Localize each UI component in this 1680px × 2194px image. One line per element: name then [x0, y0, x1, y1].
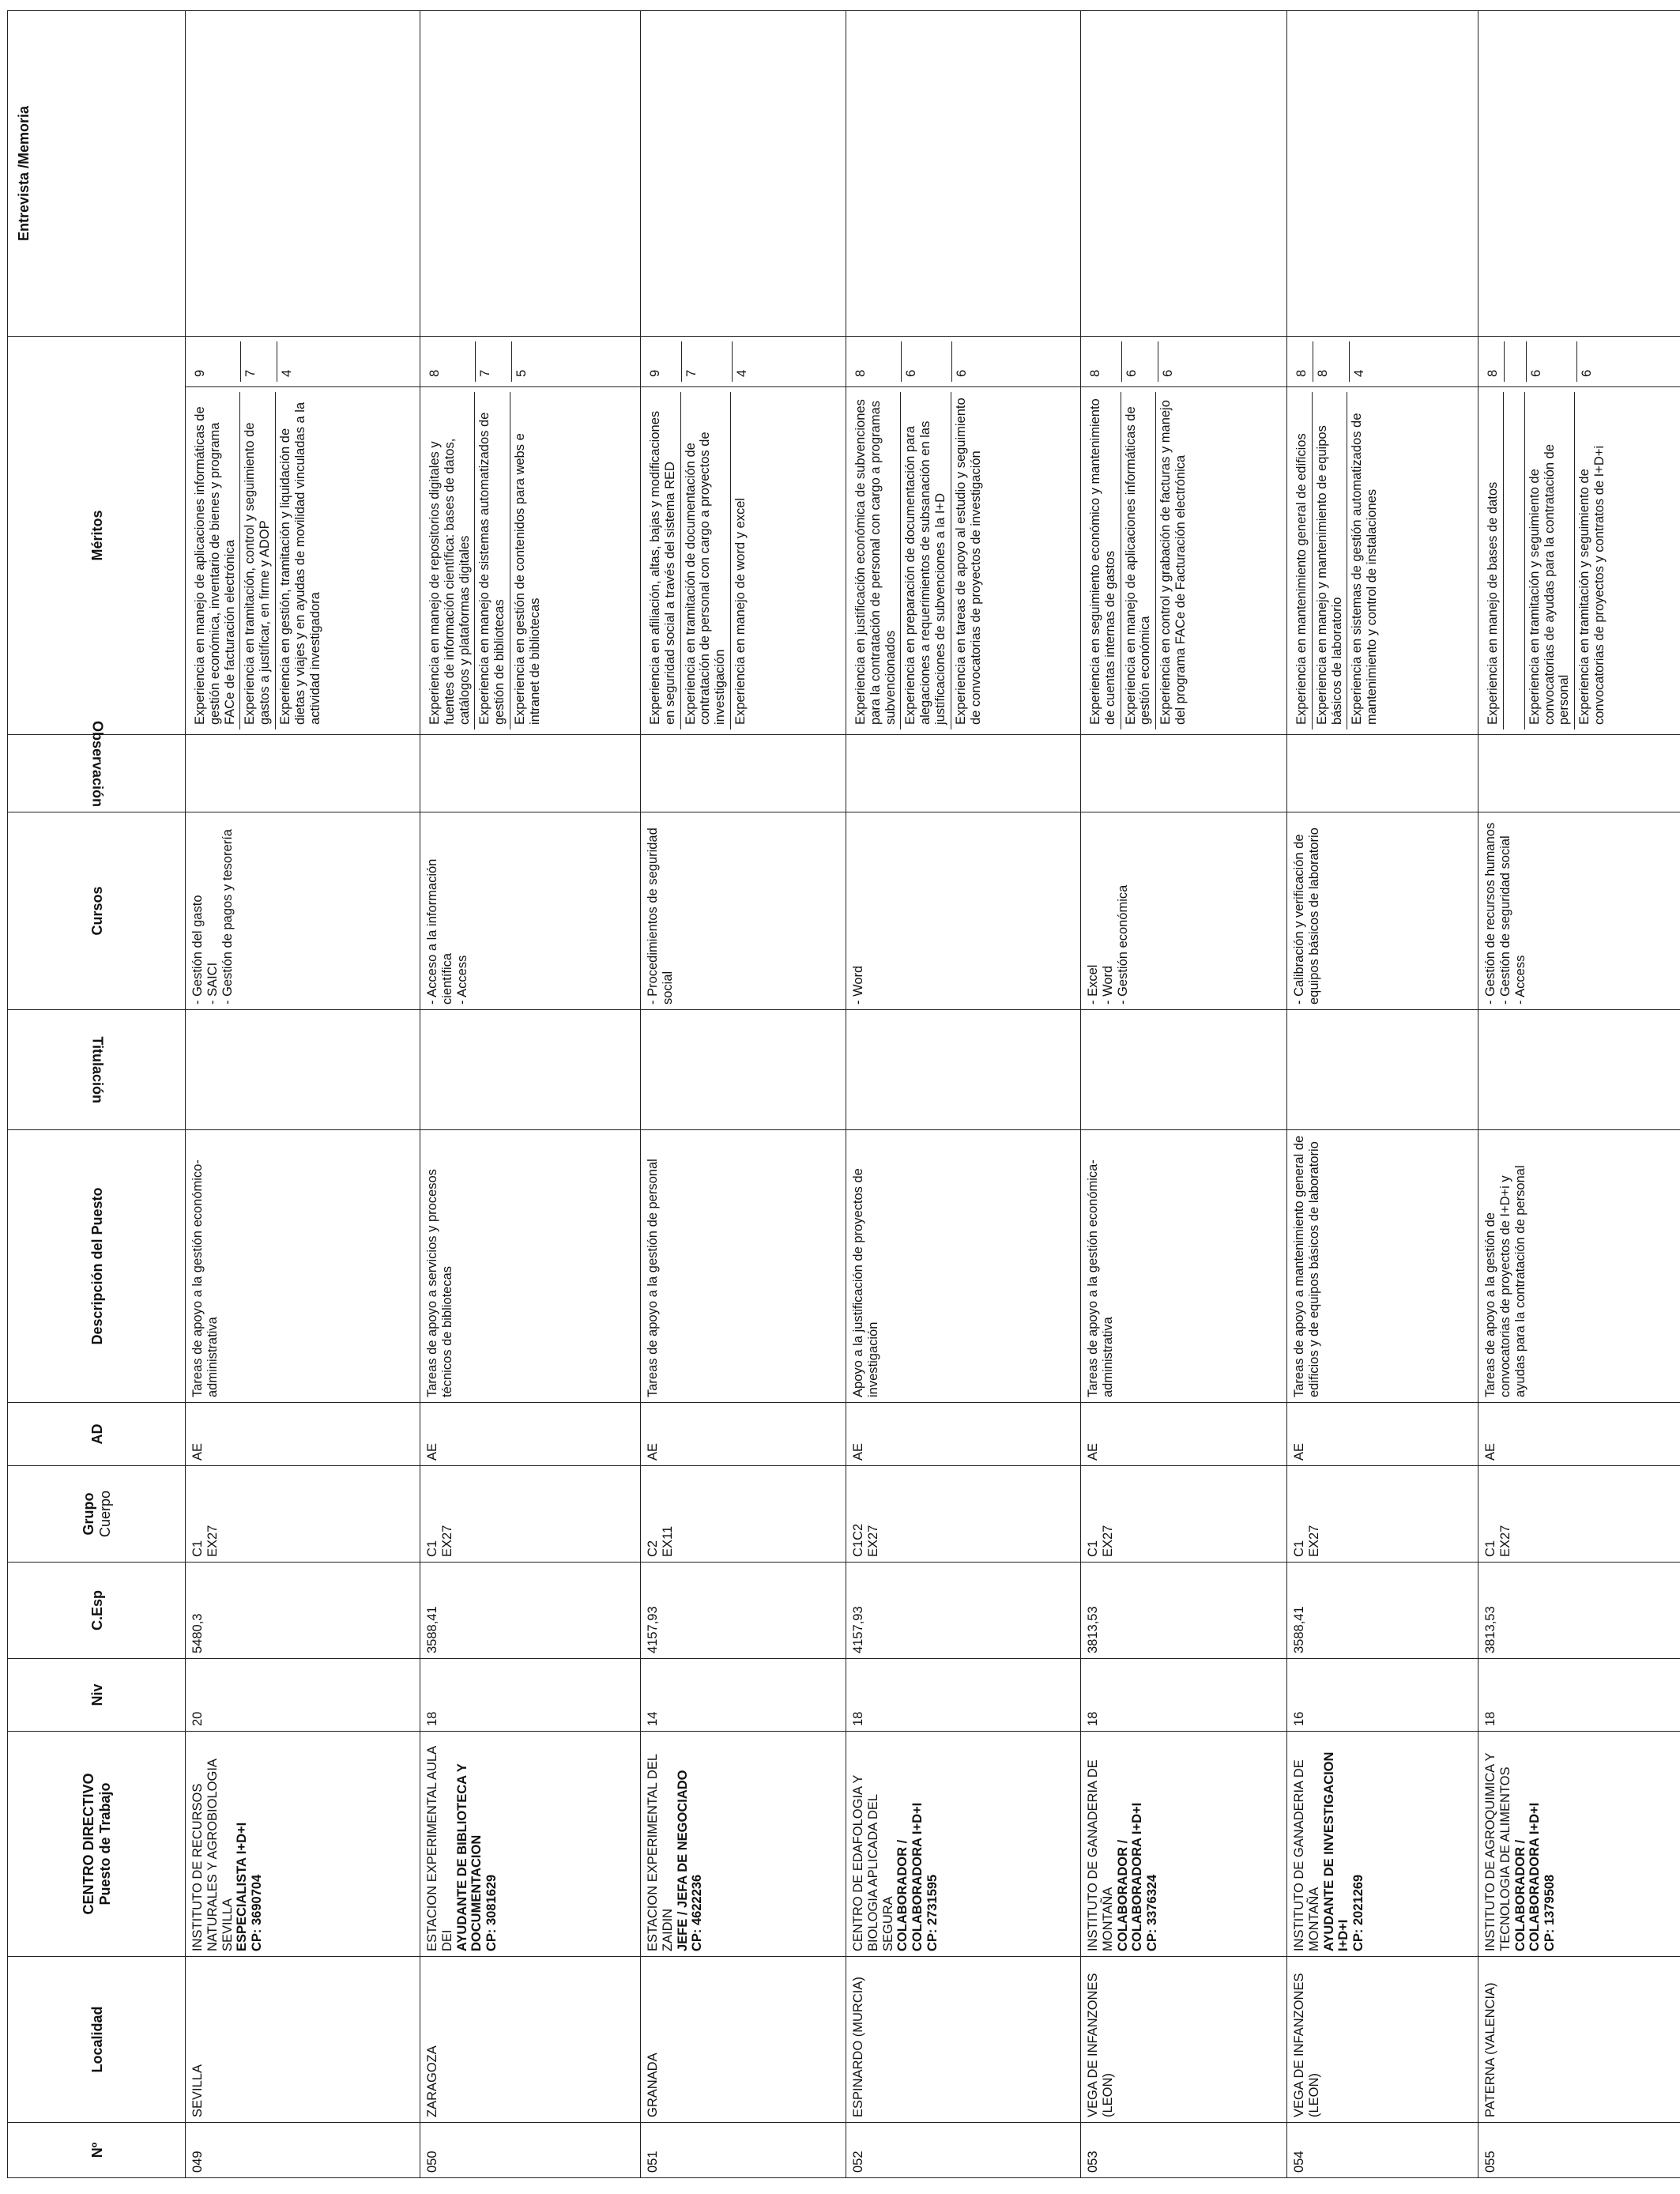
merit-item: Experiencia en sistemas de gestión automatizados de mantenimiento y control de instalaciones — [1350, 413, 1380, 725]
cell-localidad — [641, 1957, 846, 2123]
header-row — [8, 10, 186, 2177]
cell-num — [186, 2123, 420, 2178]
cell-localidad — [1478, 1957, 1680, 2123]
cell-meritos-text — [846, 387, 1081, 735]
cell-grupo — [186, 1466, 420, 1563]
center-name: ESTACION EXPERIMENTAL DEL ZAIDIN — [646, 1754, 675, 1951]
merit-score: 7 — [476, 341, 512, 382]
cell-meritos-text — [1287, 387, 1478, 735]
corps: EX27 — [1100, 1525, 1115, 1557]
job-code: CP: 1379508 — [1543, 1874, 1558, 1951]
merit-score: 6 — [1122, 341, 1158, 382]
job-description: Tareas de apoyo a la gestión de personal — [646, 1159, 660, 1397]
cell-cursos — [641, 812, 846, 1010]
locality: SEVILLA — [190, 2064, 205, 2117]
cell-meritos-text — [420, 387, 641, 735]
corps: EX27 — [865, 1525, 880, 1557]
locality: ZARAGOZA — [425, 2045, 439, 2117]
cell-niv — [1478, 1659, 1680, 1732]
cell-descripcion — [1081, 1130, 1287, 1403]
merit-scores-list — [1292, 341, 1475, 382]
merit-score: 8 — [425, 341, 476, 382]
course-item: - Gestión del gasto — [190, 895, 205, 1005]
job-code: CP: 3376324 — [1145, 1874, 1160, 1951]
cell-observacion — [186, 735, 420, 812]
merit-score: 8 — [1086, 341, 1122, 382]
cell-grupo — [420, 1466, 641, 1563]
row-number: 055 — [1483, 2151, 1497, 2173]
cell-cesp — [1478, 1563, 1680, 1659]
merit-item: Experiencia en tramitación, control y seguimiento de gastos a justificar, en firme y ADOP — [240, 392, 276, 729]
cell-meritos-score — [1081, 336, 1287, 386]
course-item: - Word — [851, 965, 865, 1005]
cell-entrevista — [1081, 10, 1287, 336]
job-code: CP: 4622236 — [690, 1874, 705, 1951]
cell-descripcion — [641, 1130, 846, 1403]
administration: AE — [851, 1442, 865, 1461]
cell-grupo — [1081, 1466, 1287, 1563]
administration: AE — [1086, 1442, 1100, 1461]
course-item: - SAICI — [205, 962, 220, 1005]
cell-centro — [1081, 1732, 1287, 1957]
specific-complement: 4157,93 — [646, 1606, 660, 1653]
merit-score: 4 — [735, 369, 749, 377]
cell-entrevista — [1287, 10, 1478, 336]
cell-cesp — [1081, 1563, 1287, 1659]
merit-score: 8 — [1483, 341, 1505, 382]
puesto-header-label: Puesto de Trabajo — [97, 1782, 113, 1906]
specific-complement: 3588,41 — [1292, 1606, 1306, 1653]
merit-score: 7 — [682, 341, 733, 382]
level: 18 — [425, 1711, 439, 1726]
center-name: ESTACION EXPERIMENTAL AULA DEI — [425, 1746, 454, 1951]
cell-localidad — [846, 1957, 1081, 2123]
group: C1 — [1483, 1540, 1497, 1557]
course-item: - Acceso a la información científica — [425, 858, 454, 1005]
cell-descripcion — [846, 1130, 1081, 1403]
merit-item: Experiencia en preparación de documentación para alegaciones a requerimientos de subsanación en las justificaciones de subvenciones a la I+D — [901, 392, 951, 729]
center-name: INSTITUTO DE GANADERIA DE MONTAÑA — [1086, 1759, 1115, 1951]
merit-scores-list — [851, 341, 1077, 382]
cell-centro — [420, 1732, 641, 1957]
merit-score: 4 — [1352, 369, 1366, 377]
specific-complement: 4157,93 — [851, 1606, 865, 1653]
level: 18 — [1086, 1711, 1100, 1726]
job-description: Tareas de apoyo a la gestión económica-administrativa — [1086, 1159, 1115, 1397]
cell-niv — [846, 1659, 1081, 1732]
group: C2 — [646, 1540, 660, 1557]
cell-cursos — [186, 812, 420, 1010]
merit-item: Experiencia en manejo de aplicaciones informáticas de gestión económica, inventario de bienes y programa FACe de facturación electrónica — [190, 392, 240, 729]
job-description: Tareas de apoyo a la gestión de convocatorias de proyectos de I+D+i y ayudas para la contratación de personal — [1483, 1165, 1527, 1397]
course-item: - Access — [454, 955, 469, 1005]
cell-localidad — [1287, 1957, 1478, 2123]
cell-descripcion — [420, 1130, 641, 1403]
administration: AE — [1483, 1442, 1497, 1461]
job-title: AYUDANTE DE BIBLIOTECA Y DOCUMENTACION — [454, 1763, 484, 1951]
cell-cursos — [420, 812, 641, 1010]
level: 18 — [851, 1711, 865, 1726]
cell-ad — [846, 1403, 1081, 1466]
cell-titulacion — [641, 1010, 846, 1130]
cell-cesp — [641, 1563, 846, 1659]
merit-item: Experiencia en seguimiento económico y mantenimiento de cuentas internas de gastos — [1086, 392, 1121, 729]
cell-cesp — [186, 1563, 420, 1659]
cell-meritos-score — [846, 336, 1081, 386]
job-title: ESPECIALISTA I+D+I — [235, 1822, 250, 1951]
corps: EX27 — [205, 1525, 220, 1557]
merits-list — [1292, 392, 1475, 729]
grupo-header-label: Grupo — [81, 1492, 97, 1536]
merit-item: Experiencia en justificación económica de subvenciones para la contratación de personal con cargo a programas subvencionados — [851, 392, 901, 729]
corps: EX11 — [660, 1525, 675, 1557]
job-title: COLABORADOR / COLABORADORA I+D+I — [895, 1802, 925, 1951]
cell-num — [641, 2123, 846, 2178]
job-description: Tareas de apoyo a servicios y procesos técnicos de bibliotecas — [425, 1169, 454, 1397]
cuerpo-header-label: Cuerpo — [97, 1490, 113, 1538]
group: C1 — [1292, 1540, 1306, 1557]
col-ad-header: AD — [8, 1403, 186, 1466]
merit-item: Experiencia en tramitación y seguimiento de convocatorias de proyectos y contratos de I+D+i — [1577, 445, 1607, 725]
course-item: - Gestión de pagos y tesorería — [220, 829, 235, 1005]
cell-titulacion — [1478, 1010, 1680, 1130]
administration: AE — [646, 1442, 660, 1461]
corps: EX27 — [1306, 1525, 1321, 1557]
specific-complement: 5480,3 — [190, 1613, 205, 1653]
merit-score: 6 — [902, 341, 952, 382]
cell-titulacion — [1287, 1010, 1478, 1130]
col-niv-header: Niv — [8, 1659, 186, 1732]
cell-cursos — [1081, 812, 1287, 1010]
merit-scores-list — [1483, 341, 1680, 382]
locality: PATERNA (VALENCIA) — [1483, 1982, 1497, 2117]
cell-meritos-text — [1478, 387, 1680, 735]
cell-meritos-text — [186, 387, 420, 735]
table-row — [1287, 10, 1478, 2177]
job-title: COLABORADOR / COLABORADORA I+D+I — [1115, 1802, 1145, 1951]
cell-grupo — [641, 1466, 846, 1563]
col-num-header: Nº — [8, 2123, 186, 2178]
center-name: INSTITUTO DE GANADERIA DE MONTAÑA — [1292, 1759, 1321, 1951]
cell-niv — [186, 1659, 420, 1732]
group: C1 — [1086, 1540, 1100, 1557]
merit-score: 8 — [1313, 341, 1350, 382]
administration: AE — [425, 1442, 439, 1461]
row-number: 049 — [190, 2151, 205, 2173]
cell-cursos — [1478, 812, 1680, 1010]
cell-meritos-text — [641, 387, 846, 735]
job-description: Tareas de apoyo a mantenimiento general de edificios y de equipos básicos de laboratorio — [1292, 1135, 1321, 1397]
course-item: - Excel — [1086, 964, 1100, 1005]
col-entrevista-header: Entrevista /Memoria — [8, 10, 186, 336]
cell-niv — [641, 1659, 846, 1732]
cell-grupo — [1287, 1466, 1478, 1563]
merit-score: 8 — [851, 341, 902, 382]
merits-list — [646, 392, 842, 729]
merit-item: Experiencia en tramitación y seguimiento de convocatorias de ayudas para la contratación de personal — [1525, 392, 1575, 729]
level: 20 — [190, 1711, 205, 1726]
table-row — [186, 10, 420, 2177]
cell-num — [1081, 2123, 1287, 2178]
merit-scores-list — [646, 341, 842, 382]
corps: EX27 — [1497, 1525, 1512, 1557]
locality: ESPINARDO (MURCIA) — [851, 1977, 865, 2117]
merit-score: 6 — [1527, 341, 1577, 382]
cell-entrevista — [846, 10, 1081, 336]
level: 16 — [1292, 1711, 1306, 1726]
cell-centro — [186, 1732, 420, 1957]
cell-ad — [641, 1403, 846, 1466]
level: 18 — [1483, 1711, 1497, 1726]
cell-centro — [846, 1732, 1081, 1957]
table-row — [420, 10, 641, 2177]
center-name: INSTITUTO DE RECURSOS NATURALES Y AGROBIOLOGIA SEVILLA — [190, 1759, 235, 1951]
merit-item: Experiencia en manejo de repositorios digitales y fuentes de información científica: bases de datos, catálogos y plataformas digitales — [425, 392, 475, 729]
cell-centro — [1287, 1732, 1478, 1957]
table-row — [641, 10, 846, 2177]
course-item: - Procedimientos de seguridad social — [646, 827, 675, 1005]
cell-ad — [1287, 1403, 1478, 1466]
cell-grupo — [1478, 1466, 1680, 1563]
corps: EX27 — [439, 1525, 454, 1557]
merit-score — [1505, 341, 1527, 382]
merit-item: Experiencia en gestión de contenidos para webs e intranet de bibliotecas — [512, 433, 542, 725]
merit-item: Experiencia en tramitación de documentación de contratación de personal con cargo a proyectos de investigación — [681, 392, 731, 729]
center-name: CENTRO DE EDAFOLOGIA Y BIOLOGIA APLICADA DEL SEGURA — [851, 1774, 895, 1951]
course-item: - Access — [1512, 955, 1527, 1005]
locality: GRANADA — [646, 2053, 660, 2117]
administration: AE — [190, 1442, 205, 1461]
row-number: 053 — [1086, 2151, 1100, 2173]
cell-entrevista — [420, 10, 641, 336]
col-centro-header — [8, 1732, 186, 1957]
merit-score: 6 — [1580, 369, 1594, 377]
level: 14 — [646, 1711, 660, 1726]
cell-ad — [420, 1403, 641, 1466]
cell-titulacion — [186, 1010, 420, 1130]
course-item: - Word — [1100, 965, 1115, 1005]
merits-list — [1483, 392, 1680, 729]
course-item: - Gestión económica — [1115, 884, 1130, 1005]
merit-score: 4 — [280, 369, 294, 377]
job-description: Tareas de apoyo a la gestión económico-administrativa — [190, 1159, 220, 1397]
row-number: 054 — [1292, 2151, 1306, 2173]
merit-score: 6 — [1161, 369, 1175, 377]
cell-cesp — [420, 1563, 641, 1659]
merit-item: Experiencia en control y grabación de facturas y manejo del programa FACe de Facturación electrónica — [1158, 400, 1188, 725]
cell-entrevista — [186, 10, 420, 336]
row-number: 051 — [646, 2151, 660, 2173]
col-descripcion-header: Descripción del Puesto — [8, 1130, 186, 1403]
merit-item: Experiencia en manejo de sistemas automatizados de gestión de bibliotecas — [475, 392, 510, 729]
cell-meritos-score — [186, 336, 420, 386]
cell-observacion — [420, 735, 641, 812]
cell-num — [420, 2123, 641, 2178]
course-item: - Calibración y verificación de equipos básicos de laboratorio — [1292, 827, 1321, 1005]
cell-meritos-text — [1081, 387, 1287, 735]
cell-niv — [420, 1659, 641, 1732]
cell-num — [1287, 2123, 1478, 2178]
center-name: INSTITUTO DE AGROQUIMICA Y TECNOLOGIA DE ALIMENTOS — [1483, 1752, 1512, 1951]
cell-num — [846, 2123, 1081, 2178]
group: C1 — [190, 1540, 205, 1557]
cell-cesp — [1287, 1563, 1478, 1659]
merit-scores-list — [190, 341, 416, 382]
cell-localidad — [1081, 1957, 1287, 2123]
cell-observacion — [846, 735, 1081, 812]
course-item: - Gestión de recursos humanos — [1483, 822, 1497, 1005]
merit-item: Experiencia en manejo de bases de datos — [1483, 392, 1504, 729]
merit-scores-list — [425, 341, 637, 382]
locality: VEGA DE INFANZONES (LEON) — [1292, 1973, 1321, 2117]
merit-score: 8 — [1292, 341, 1313, 382]
cell-cursos — [1287, 812, 1478, 1010]
job-code: CP: 2021269 — [1351, 1874, 1366, 1951]
cell-entrevista — [1478, 10, 1680, 336]
merits-list — [851, 392, 1077, 729]
course-item: - Gestión de seguridad social — [1497, 835, 1512, 1005]
merit-score: 9 — [190, 341, 241, 382]
cell-localidad — [186, 1957, 420, 2123]
cell-observacion — [1081, 735, 1287, 812]
job-description: Apoyo a la justificación de proyectos de investigación — [851, 1168, 880, 1397]
merit-item: Experiencia en manejo y mantenimiento de equipos básicos de laboratorio — [1313, 392, 1348, 729]
locality: VEGA DE INFANZONES (LEON) — [1086, 1973, 1115, 2117]
cell-descripcion — [1287, 1130, 1478, 1403]
cell-grupo — [846, 1466, 1081, 1563]
merits-list — [425, 392, 637, 729]
group: C1 — [425, 1540, 439, 1557]
job-title: COLABORADOR / COLABORADORA I+D+I — [1512, 1802, 1543, 1951]
job-code: CP: 2731595 — [925, 1874, 940, 1951]
specific-complement: 3813,53 — [1086, 1606, 1100, 1653]
cell-titulacion — [1081, 1010, 1287, 1130]
cell-ad — [1478, 1403, 1680, 1466]
merits-list — [190, 392, 416, 729]
cell-entrevista — [641, 10, 846, 336]
col-cesp-header: C.Esp — [8, 1563, 186, 1659]
col-titulacion-header: Titulación — [8, 1010, 186, 1130]
cell-descripcion — [1478, 1130, 1680, 1403]
cell-titulacion — [420, 1010, 641, 1130]
row-number: 050 — [425, 2151, 439, 2173]
merit-item — [1504, 392, 1525, 729]
vacancies-table — [7, 10, 1680, 2178]
merits-list — [1086, 392, 1283, 729]
cell-cursos — [846, 812, 1081, 1010]
cell-niv — [1081, 1659, 1287, 1732]
merit-item: Experiencia en mantenimiento general de edificios — [1292, 392, 1313, 729]
cell-num — [1478, 2123, 1680, 2178]
job-title: AYUDANTE DE INVESTIGACION I+D+I — [1321, 1751, 1351, 1951]
cell-ad — [1081, 1403, 1287, 1466]
cell-ad — [186, 1403, 420, 1466]
cell-meritos-score — [641, 336, 846, 386]
col-observacion-header: Observación — [8, 735, 186, 812]
merit-item: Experiencia en manejo de word y excel — [733, 497, 748, 725]
cell-cesp — [846, 1563, 1081, 1659]
job-code: CP: 3081629 — [484, 1874, 499, 1951]
cell-localidad — [420, 1957, 641, 2123]
col-grupo-header — [8, 1466, 186, 1563]
merit-score: 5 — [514, 369, 529, 377]
col-meritos-header: Méritos — [8, 336, 186, 734]
specific-complement: 3813,53 — [1483, 1606, 1497, 1653]
merit-item: Experiencia en tareas de apoyo al estudio y seguimiento de convocatorias de proyectos de investigación — [953, 398, 983, 725]
cell-centro — [641, 1732, 846, 1957]
cell-meritos-score — [1287, 336, 1478, 386]
cell-niv — [1287, 1659, 1478, 1732]
cell-titulacion — [846, 1010, 1081, 1130]
table-row — [1081, 10, 1287, 2177]
merit-score: 7 — [241, 341, 277, 382]
cell-meritos-score — [420, 336, 641, 386]
merit-item: Experiencia en afiliación, altas, bajas y modificaciones en seguridad social a través del sistema RED — [646, 392, 681, 729]
cell-centro — [1478, 1732, 1680, 1957]
table-row — [846, 10, 1081, 2177]
merit-score: 9 — [646, 341, 682, 382]
col-cursos-header: Cursos — [8, 812, 186, 1010]
cell-observacion — [1287, 735, 1478, 812]
merit-item: Experiencia en manejo de aplicaciones informáticas de gestión económica — [1121, 392, 1157, 729]
row-number: 052 — [851, 2151, 865, 2173]
cell-descripcion — [186, 1130, 420, 1403]
administration: AE — [1292, 1442, 1306, 1461]
centro-header-label: CENTRO DIRECTIVO — [81, 1773, 97, 1915]
group: C1C2 — [851, 1523, 865, 1557]
cell-observacion — [1478, 735, 1680, 812]
col-localidad-header: Localidad — [8, 1957, 186, 2123]
merit-score: 6 — [955, 369, 969, 377]
merit-scores-list — [1086, 341, 1283, 382]
job-title: JEFE / JEFA DE NEGOCIADO — [675, 1770, 690, 1951]
table-row — [1478, 10, 1680, 2177]
merit-item: Experiencia en gestión, tramitación y liquidación de dietas y viajes y en ayudas de movilidad vinculadas a la actividad investigadora — [277, 401, 322, 725]
cell-meritos-score — [1478, 336, 1680, 386]
cell-observacion — [641, 735, 846, 812]
specific-complement: 3588,41 — [425, 1606, 439, 1653]
job-code: CP: 3690704 — [250, 1874, 265, 1951]
